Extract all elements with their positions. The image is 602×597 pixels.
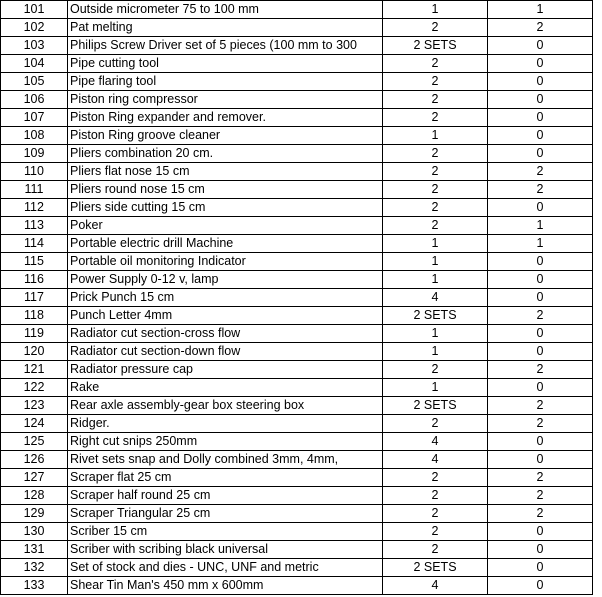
serial-number-cell[interactable]: 102 bbox=[1, 19, 68, 37]
available-cell[interactable]: 1 bbox=[488, 235, 593, 253]
table-row bbox=[1, 73, 593, 91]
quantity-cell[interactable]: 1 bbox=[383, 379, 488, 397]
item-name-cell[interactable]: Scraper Triangular 25 cm bbox=[68, 505, 383, 523]
table-row bbox=[1, 307, 593, 325]
available-cell[interactable]: 0 bbox=[488, 109, 593, 127]
quantity-cell[interactable]: 2 bbox=[383, 181, 488, 199]
table-row bbox=[1, 127, 593, 145]
quantity-cell[interactable]: 1 bbox=[383, 343, 488, 361]
available-cell[interactable]: 2 bbox=[488, 415, 593, 433]
item-name-cell[interactable]: Pliers round nose 15 cm bbox=[68, 181, 383, 199]
quantity-cell[interactable]: 1 bbox=[383, 127, 488, 145]
table-row bbox=[1, 325, 593, 343]
table-body bbox=[1, 1, 593, 595]
quantity-cell[interactable]: 2 bbox=[383, 73, 488, 91]
serial-number-cell[interactable]: 108 bbox=[1, 127, 68, 145]
serial-number-cell[interactable]: 122 bbox=[1, 379, 68, 397]
serial-number-cell[interactable]: 120 bbox=[1, 343, 68, 361]
item-name-cell[interactable]: Rake bbox=[68, 379, 383, 397]
available-cell[interactable]: 0 bbox=[488, 559, 593, 577]
item-name-cell[interactable]: Piston Ring expander and remover. bbox=[68, 109, 383, 127]
serial-number-cell[interactable]: 110 bbox=[1, 163, 68, 181]
item-name-cell[interactable]: Set of stock and dies - UNC, UNF and metric bbox=[68, 559, 383, 577]
quantity-cell[interactable]: 2 bbox=[383, 163, 488, 181]
item-name-cell[interactable]: Power Supply 0-12 v, lamp bbox=[68, 271, 383, 289]
serial-number-cell[interactable]: 106 bbox=[1, 91, 68, 109]
serial-number-cell[interactable]: 129 bbox=[1, 505, 68, 523]
serial-number-cell[interactable]: 114 bbox=[1, 235, 68, 253]
table-row bbox=[1, 253, 593, 271]
item-name-cell[interactable]: Piston ring compressor bbox=[68, 91, 383, 109]
table-row bbox=[1, 541, 593, 559]
available-cell[interactable]: 0 bbox=[488, 145, 593, 163]
item-name-cell[interactable]: Rear axle assembly-gear box steering box bbox=[68, 397, 383, 415]
item-name-cell[interactable]: Rivet sets snap and Dolly combined 3mm, 4mm, bbox=[68, 451, 383, 469]
serial-number-cell[interactable]: 116 bbox=[1, 271, 68, 289]
table-row bbox=[1, 109, 593, 127]
quantity-cell[interactable]: 2 bbox=[383, 199, 488, 217]
quantity-cell[interactable]: 2 bbox=[383, 55, 488, 73]
serial-number-cell[interactable]: 133 bbox=[1, 577, 68, 595]
quantity-cell[interactable]: 2 bbox=[383, 109, 488, 127]
available-cell[interactable]: 0 bbox=[488, 451, 593, 469]
serial-number-cell[interactable]: 113 bbox=[1, 217, 68, 235]
item-name-cell[interactable]: Pat melting bbox=[68, 19, 383, 37]
table-row bbox=[1, 397, 593, 415]
item-name-cell[interactable]: Portable oil monitoring Indicator bbox=[68, 253, 383, 271]
available-cell[interactable]: 0 bbox=[488, 541, 593, 559]
available-cell[interactable]: 0 bbox=[488, 73, 593, 91]
available-cell[interactable]: 0 bbox=[488, 577, 593, 595]
table-row bbox=[1, 145, 593, 163]
quantity-cell[interactable]: 2 bbox=[383, 145, 488, 163]
item-name-cell[interactable]: Prick Punch 15 cm bbox=[68, 289, 383, 307]
available-cell[interactable]: 0 bbox=[488, 253, 593, 271]
available-cell[interactable]: 0 bbox=[488, 127, 593, 145]
table-row bbox=[1, 235, 593, 253]
item-name-cell[interactable]: Radiator pressure cap bbox=[68, 361, 383, 379]
table-row bbox=[1, 181, 593, 199]
available-cell[interactable]: 2 bbox=[488, 361, 593, 379]
table-row bbox=[1, 469, 593, 487]
table-row bbox=[1, 55, 593, 73]
serial-number-cell[interactable]: 119 bbox=[1, 325, 68, 343]
quantity-cell[interactable]: 2 SETS bbox=[383, 559, 488, 577]
table-row bbox=[1, 289, 593, 307]
quantity-cell[interactable]: 2 bbox=[383, 91, 488, 109]
quantity-cell[interactable]: 2 SETS bbox=[383, 397, 488, 415]
quantity-cell[interactable]: 2 SETS bbox=[383, 37, 488, 55]
table-row bbox=[1, 361, 593, 379]
table-row bbox=[1, 415, 593, 433]
item-name-cell[interactable]: Pliers side cutting 15 cm bbox=[68, 199, 383, 217]
table-row bbox=[1, 199, 593, 217]
available-cell[interactable]: 1 bbox=[488, 217, 593, 235]
available-cell[interactable]: 0 bbox=[488, 55, 593, 73]
item-name-cell[interactable]: Punch Letter 4mm bbox=[68, 307, 383, 325]
serial-number-cell[interactable]: 105 bbox=[1, 73, 68, 91]
item-name-cell[interactable]: Poker bbox=[68, 217, 383, 235]
item-name-cell[interactable]: Pliers combination 20 cm. bbox=[68, 145, 383, 163]
table-row bbox=[1, 451, 593, 469]
available-cell[interactable]: 2 bbox=[488, 181, 593, 199]
quantity-cell[interactable]: 2 bbox=[383, 487, 488, 505]
available-cell[interactable]: 0 bbox=[488, 271, 593, 289]
table-row bbox=[1, 1, 593, 19]
table-row bbox=[1, 37, 593, 55]
item-name-cell[interactable]: Piston Ring groove cleaner bbox=[68, 127, 383, 145]
item-name-cell[interactable]: Scraper flat 25 cm bbox=[68, 469, 383, 487]
quantity-cell[interactable]: 1 bbox=[383, 271, 488, 289]
quantity-cell[interactable]: 2 bbox=[383, 469, 488, 487]
item-name-cell[interactable]: Outside micrometer 75 to 100 mm bbox=[68, 1, 383, 19]
item-name-cell[interactable]: Philips Screw Driver set of 5 pieces (100 mm to 300 bbox=[68, 37, 383, 55]
item-name-cell[interactable]: Scraper half round 25 cm bbox=[68, 487, 383, 505]
serial-number-cell[interactable]: 104 bbox=[1, 55, 68, 73]
quantity-cell[interactable]: 2 SETS bbox=[383, 307, 488, 325]
quantity-cell[interactable]: 1 bbox=[383, 325, 488, 343]
serial-number-cell[interactable]: 124 bbox=[1, 415, 68, 433]
quantity-cell[interactable]: 2 bbox=[383, 415, 488, 433]
serial-number-cell[interactable]: 121 bbox=[1, 361, 68, 379]
serial-number-cell[interactable]: 132 bbox=[1, 559, 68, 577]
available-cell[interactable]: 2 bbox=[488, 163, 593, 181]
available-cell[interactable]: 0 bbox=[488, 91, 593, 109]
table-row bbox=[1, 523, 593, 541]
table-row bbox=[1, 379, 593, 397]
quantity-cell[interactable]: 2 bbox=[383, 217, 488, 235]
serial-number-cell[interactable]: 115 bbox=[1, 253, 68, 271]
table-row bbox=[1, 433, 593, 451]
quantity-cell[interactable]: 1 bbox=[383, 235, 488, 253]
item-name-cell[interactable]: Scriber with scribing black universal bbox=[68, 541, 383, 559]
quantity-cell[interactable]: 1 bbox=[383, 253, 488, 271]
serial-number-cell[interactable]: 111 bbox=[1, 181, 68, 199]
serial-number-cell[interactable]: 123 bbox=[1, 397, 68, 415]
item-name-cell[interactable]: Pliers flat nose 15 cm bbox=[68, 163, 383, 181]
available-cell[interactable]: 2 bbox=[488, 397, 593, 415]
serial-number-cell[interactable]: 130 bbox=[1, 523, 68, 541]
item-name-cell[interactable]: Scriber 15 cm bbox=[68, 523, 383, 541]
table-row bbox=[1, 577, 593, 595]
item-name-cell[interactable]: Shear Tin Man's 450 mm x 600mm bbox=[68, 577, 383, 595]
serial-number-cell[interactable]: 109 bbox=[1, 145, 68, 163]
quantity-cell[interactable]: 4 bbox=[383, 451, 488, 469]
serial-number-cell[interactable]: 107 bbox=[1, 109, 68, 127]
item-name-cell[interactable]: Pipe flaring tool bbox=[68, 73, 383, 91]
available-cell[interactable]: 0 bbox=[488, 289, 593, 307]
serial-number-cell[interactable]: 126 bbox=[1, 451, 68, 469]
serial-number-cell[interactable]: 125 bbox=[1, 433, 68, 451]
available-cell[interactable]: 0 bbox=[488, 199, 593, 217]
table-row bbox=[1, 559, 593, 577]
available-cell[interactable]: 2 bbox=[488, 19, 593, 37]
serial-number-cell[interactable]: 131 bbox=[1, 541, 68, 559]
quantity-cell[interactable]: 4 bbox=[383, 289, 488, 307]
available-cell[interactable]: 0 bbox=[488, 379, 593, 397]
available-cell[interactable]: 2 bbox=[488, 469, 593, 487]
quantity-cell[interactable]: 2 bbox=[383, 541, 488, 559]
serial-number-cell[interactable]: 117 bbox=[1, 289, 68, 307]
table-row bbox=[1, 343, 593, 361]
available-cell[interactable]: 1 bbox=[488, 1, 593, 19]
available-cell[interactable]: 2 bbox=[488, 505, 593, 523]
quantity-cell[interactable]: 2 bbox=[383, 523, 488, 541]
serial-number-cell[interactable]: 103 bbox=[1, 37, 68, 55]
available-cell[interactable]: 0 bbox=[488, 433, 593, 451]
quantity-cell[interactable]: 2 bbox=[383, 505, 488, 523]
table-row bbox=[1, 19, 593, 37]
serial-number-cell[interactable]: 118 bbox=[1, 307, 68, 325]
available-cell[interactable]: 2 bbox=[488, 487, 593, 505]
quantity-cell[interactable]: 4 bbox=[383, 433, 488, 451]
table-row bbox=[1, 91, 593, 109]
quantity-cell[interactable]: 2 bbox=[383, 19, 488, 37]
table-row bbox=[1, 505, 593, 523]
item-name-cell[interactable]: Right cut snips 250mm bbox=[68, 433, 383, 451]
serial-number-cell[interactable]: 128 bbox=[1, 487, 68, 505]
serial-number-cell[interactable]: 127 bbox=[1, 469, 68, 487]
serial-number-cell[interactable]: 112 bbox=[1, 199, 68, 217]
quantity-cell[interactable]: 4 bbox=[383, 577, 488, 595]
item-name-cell[interactable]: Radiator cut section-cross flow bbox=[68, 325, 383, 343]
available-cell[interactable]: 0 bbox=[488, 343, 593, 361]
item-name-cell[interactable]: Radiator cut section-down flow bbox=[68, 343, 383, 361]
serial-number-cell[interactable]: 101 bbox=[1, 1, 68, 19]
available-cell[interactable]: 0 bbox=[488, 523, 593, 541]
available-cell[interactable]: 0 bbox=[488, 325, 593, 343]
quantity-cell[interactable]: 1 bbox=[383, 1, 488, 19]
table-row bbox=[1, 217, 593, 235]
table-row bbox=[1, 271, 593, 289]
quantity-cell[interactable]: 2 bbox=[383, 361, 488, 379]
table-row bbox=[1, 487, 593, 505]
item-name-cell[interactable]: Ridger. bbox=[68, 415, 383, 433]
item-name-cell[interactable]: Pipe cutting tool bbox=[68, 55, 383, 73]
available-cell[interactable]: 2 bbox=[488, 307, 593, 325]
item-name-cell[interactable]: Portable electric drill Machine bbox=[68, 235, 383, 253]
available-cell[interactable]: 0 bbox=[488, 37, 593, 55]
table-row bbox=[1, 163, 593, 181]
